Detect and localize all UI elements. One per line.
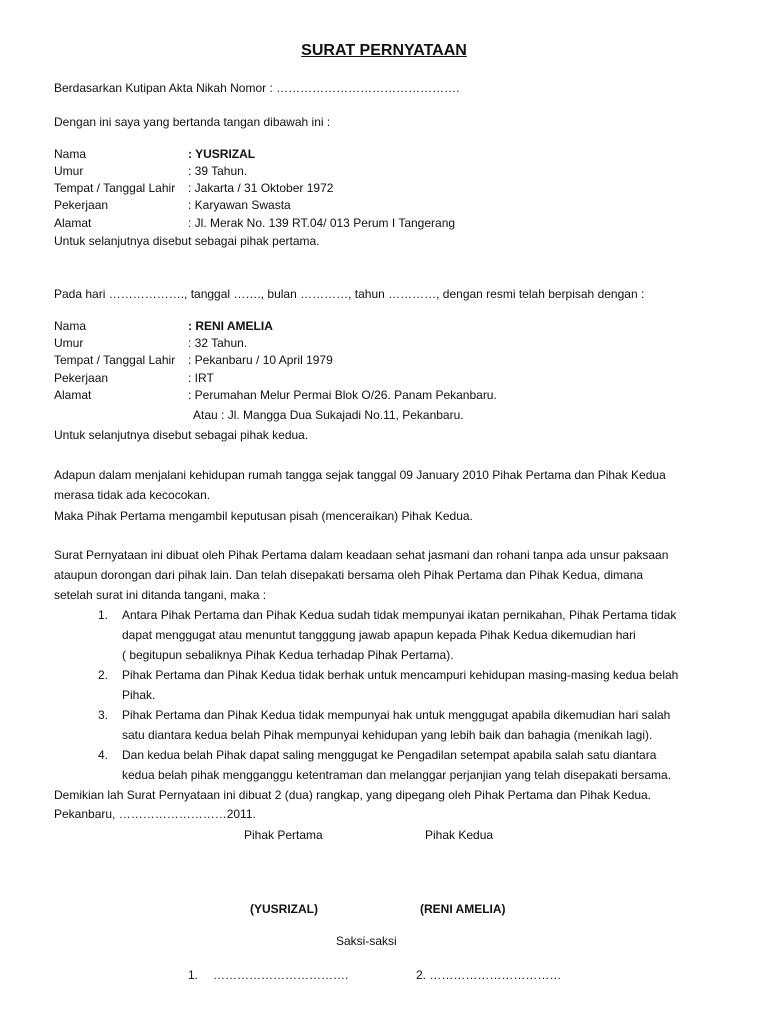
point-line: ( begitupun sebaliknya Pihak Kedua terhadap Pihak Pertama). (122, 648, 454, 662)
first-party-name: : YUSRIZAL (188, 147, 256, 161)
field-label: Umur (54, 336, 84, 350)
first-party-birth-row (54, 180, 333, 196)
second-party-name-row (54, 318, 273, 334)
field-label: Tempat / Tanggal Lahir (54, 353, 176, 367)
document-title: SURAT PERNYATAAN (301, 42, 467, 59)
paragraph-line: setelah surat ini ditanda tangani, maka : (54, 588, 267, 602)
witness-line-two: 2. …………………………… (416, 968, 562, 982)
first-party-job: : Karyawan Swasta (188, 198, 291, 212)
paragraph-line: Maka Pihak Pertama mengambil keputusan pisah (menceraikan) Pihak Kedua. (54, 509, 473, 523)
second-party-birth-row (54, 352, 333, 368)
first-party-name-row (54, 146, 255, 162)
field-label: Umur (54, 164, 84, 178)
second-party-age-row (54, 335, 247, 351)
field-label: Alamat (54, 216, 92, 230)
date-line: Pada hari ………………., tanggal ……., bulan …………, tahun …………, dengan resmi telah berpisah dengan : (54, 287, 645, 301)
first-party-age-row (54, 163, 247, 179)
point-line: Pihak. (122, 688, 156, 702)
field-label: Tempat / Tanggal Lahir (54, 181, 176, 195)
field-label: Nama (54, 147, 87, 161)
closing-line: Demikian lah Surat Pernyataan ini dibuat 2 (dua) rangkap, yang dipegang oleh Pihak Pertama dan Pihak Kedua. (54, 788, 652, 802)
second-party-name: : RENI AMELIA (188, 319, 273, 333)
point-line: kedua belah pihak mengganggu ketentraman dan melanggar perjanjian yang telah disepakati bersama. (122, 768, 672, 782)
second-party-address-alt: Atau : Jl. Mangga Dua Sukajadi No.11, Pekanbaru. (193, 408, 464, 422)
point-number: 1. (98, 608, 109, 622)
place-date: Pekanbaru, ………………………2011. (54, 807, 256, 821)
first-party-job-row (54, 197, 291, 213)
paragraph-line: Adapun dalam menjalani kehidupan rumah tangga sejak tanggal 09 January 2010 Pihak Pertama dan Pihak Kedua (54, 468, 666, 482)
signature-name-second: (RENI AMELIA) (420, 902, 506, 916)
paragraph-line: Surat Pernyataan ini dibuat oleh Pihak Pertama dalam keadaan sehat jasmani dan rohani tanpa ada unsur paksaan (54, 548, 669, 562)
first-party-age: : 39 Tahun. (188, 164, 248, 178)
intro-line: Berdasarkan Kutipan Akta Nikah Nomor : ………………………………………. (54, 81, 460, 95)
second-party-age: : 32 Tahun. (188, 336, 248, 350)
point-number: 2. (98, 668, 109, 682)
second-party-job-row (54, 370, 214, 386)
first-party-birth: : Jakarta / 31 Oktober 1972 (188, 181, 334, 195)
point-line: Pihak Pertama dan Pihak Kedua tidak berhak untuk mencampuri kehidupan masing-masing kedua belah (122, 668, 679, 682)
second-party-closing: Untuk selanjutnya disebut sebagai pihak kedua. (54, 428, 309, 442)
paragraph-line: merasa tidak ada kecocokan. (54, 488, 211, 502)
point-line: satu diantara kedua belah Pihak mempunyai kehidupan yang lebih baik dan bahagia (menikah lagi). (122, 728, 653, 742)
first-party-closing: Untuk selanjutnya disebut sebagai pihak pertama. (54, 234, 320, 248)
field-label: Nama (54, 319, 87, 333)
signature-label-second: Pihak Kedua (425, 828, 494, 842)
field-label: Pekerjaan (54, 371, 109, 385)
declare-line: Dengan ini saya yang bertanda tangan dibawah ini : (54, 115, 331, 129)
paragraph-line: ataupun dorongan dari pihak lain. Dan telah disepakati bersama oleh Pihak Pertama dan Pihak Kedua, dimana (54, 568, 644, 582)
second-party-birth: : Pekanbaru / 10 April 1979 (188, 353, 333, 367)
witness-number: 1. (188, 968, 199, 982)
witness-line-one: ……………………………. (213, 968, 349, 982)
field-label: Pekerjaan (54, 198, 109, 212)
signature-name-first: (YUSRIZAL) (250, 902, 318, 916)
field-label: Alamat (54, 388, 92, 402)
second-party-address: : Perumahan Melur Permai Blok O/26. Panam Pekanbaru. (188, 388, 497, 402)
point-line: Pihak Pertama dan Pihak Kedua tidak mempunyai hak untuk menggugat apabila dikemudian hari salah (122, 708, 671, 722)
second-party-job: : IRT (188, 371, 214, 385)
witness-label: Saksi-saksi (336, 934, 397, 948)
point-number: 4. (98, 748, 109, 762)
signature-label-first: Pihak Pertama (244, 828, 323, 842)
first-party-address: : Jl. Merak No. 139 RT.04/ 013 Perum I Tangerang (188, 216, 456, 230)
point-number: 3. (98, 708, 109, 722)
point-line: dapat menggugat atau menuntut tangggung jawab apapun kepada Pihak Kedua dikemudian hari (122, 628, 636, 642)
first-party-address-row (54, 215, 455, 231)
point-line: Dan kedua belah Pihak dapat saling menggugat ke Pengadilan setempat apabila salah satu diantara (122, 748, 657, 762)
second-party-address-row (54, 387, 497, 403)
point-line: Antara Pihak Pertama dan Pihak Kedua sudah tidak mempunyai ikatan pernikahan, Pihak Pertama tidak (122, 608, 677, 622)
